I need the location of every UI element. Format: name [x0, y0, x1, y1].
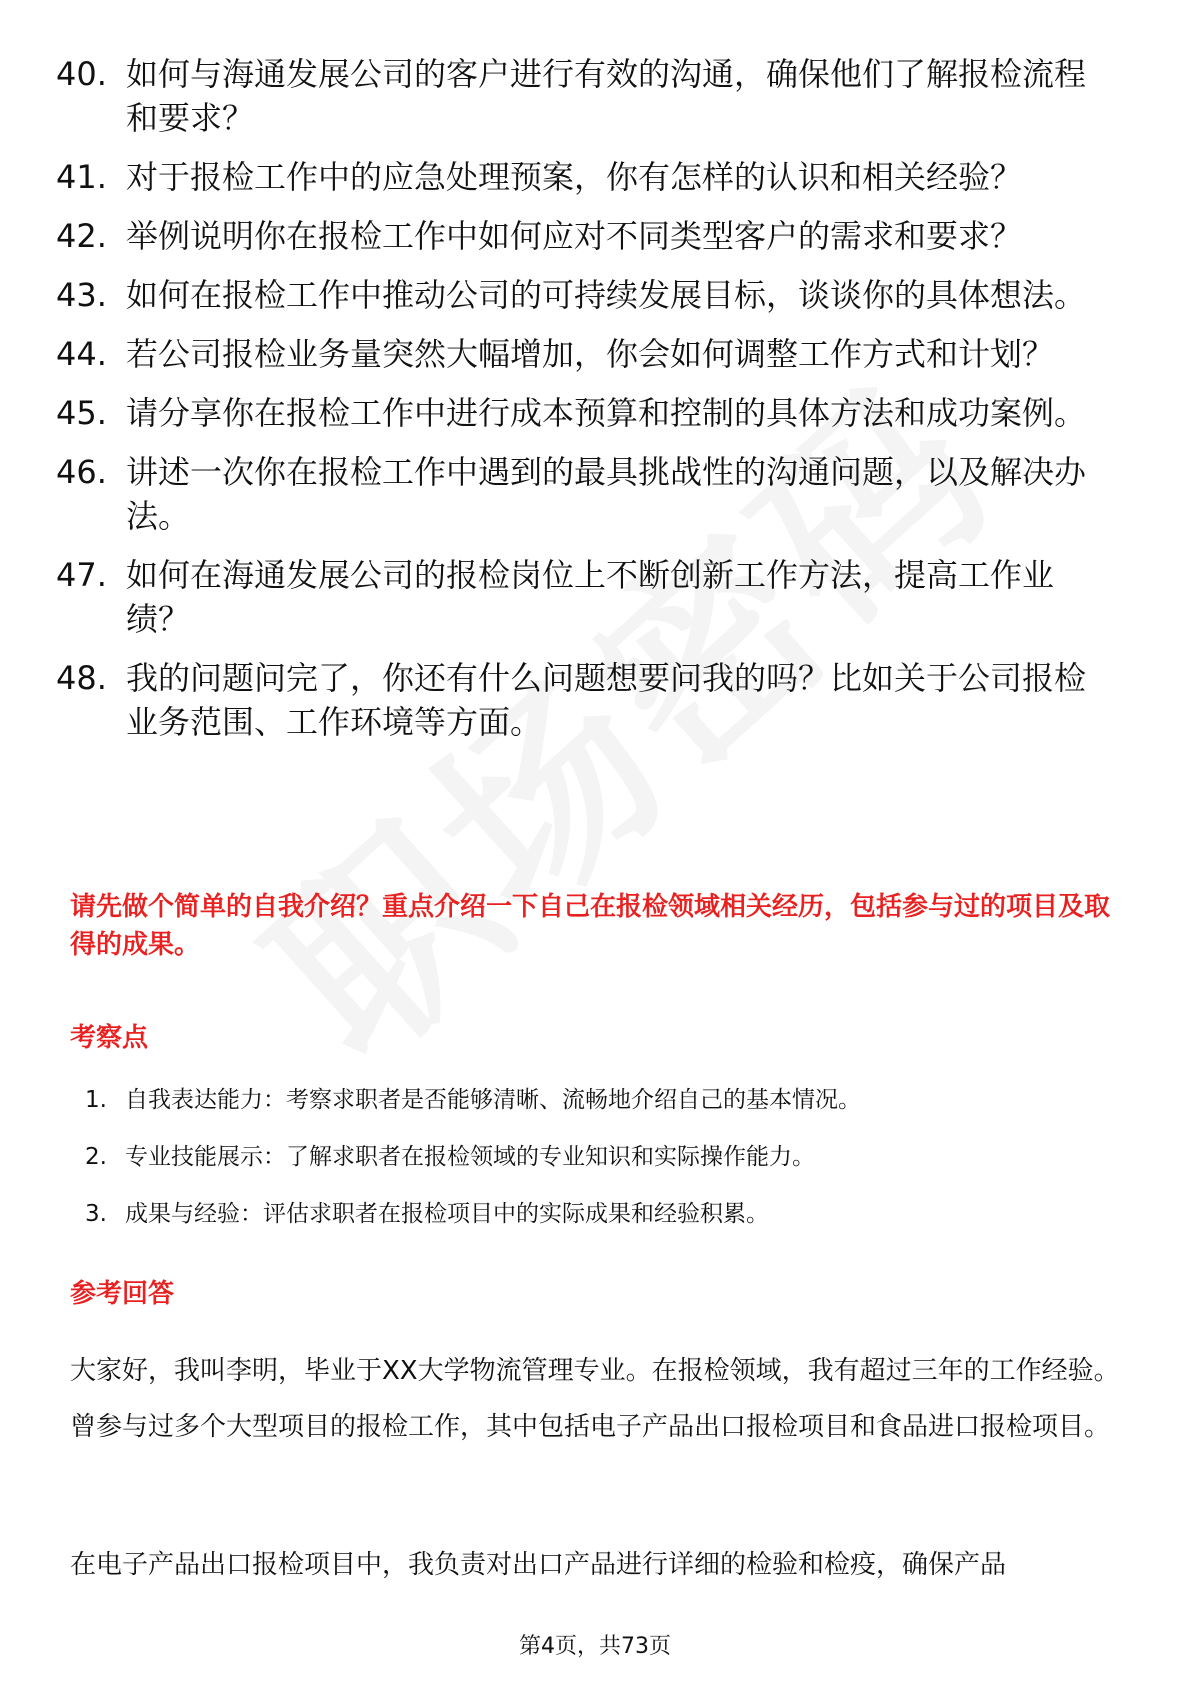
question-item [56, 656, 1116, 744]
question-item [56, 391, 1116, 435]
question-item [56, 332, 1116, 376]
featured-question: 请先做个简单的自我介绍？重点介绍一下自己在报检领域相关经历，包括参与过的项目及取得的成果。 [70, 892, 1111, 960]
question-text: 如何在海通发展公司的报检岗位上不断创新工作方法，提高工作业绩？ [126, 556, 1055, 638]
answer-paragraph: 在电子产品出口报检项目中，我负责对出口产品进行详细的检验和检疫，确保产品 [70, 1550, 1007, 1580]
point-number: 1. [85, 1087, 107, 1113]
question-number: 40. [56, 55, 107, 93]
question-item [56, 214, 1116, 258]
assessment-points [85, 1083, 1085, 1254]
point-text: 成果与经验：评估求职者在报检项目中的实际成果和经验积累。 [125, 1201, 769, 1227]
question-number: 48. [56, 659, 107, 697]
question-text: 若公司报检业务量突然大幅增加，你会如何调整工作方式和计划？ [126, 335, 1055, 373]
assessment-point [85, 1197, 1085, 1231]
question-text: 我的问题问完了，你还有什么问题想要问我的吗？比如关于公司报检业务范围、工作环境等方面。 [126, 659, 1087, 741]
question-number: 41. [56, 158, 107, 196]
answer-paragraph: 大家好，我叫李明，毕业于XX大学物流管理专业。在报检领域，我有超过三年的工作经验。曾参与过多个大型项目的报检工作，其中包括电子产品出口报检项目和食品进口报检项目。 [70, 1356, 1120, 1442]
question-text: 讲述一次你在报检工作中遇到的最具挑战性的沟通问题，以及解决办法。 [126, 453, 1087, 535]
page-number-footer: 第4页，共73页 [519, 1634, 671, 1659]
question-text: 如何在报检工作中推动公司的可持续发展目标，谈谈你的具体想法。 [126, 276, 1087, 314]
question-number: 46. [56, 453, 107, 491]
question-item [56, 273, 1116, 317]
assessment-point [85, 1140, 1085, 1174]
question-number: 45. [56, 394, 107, 432]
point-text: 自我表达能力：考察求职者是否能够清晰、流畅地介绍自己的基本情况。 [125, 1087, 861, 1113]
question-item [56, 553, 1116, 641]
question-item [56, 155, 1116, 199]
question-number: 43. [56, 276, 107, 314]
question-item [56, 450, 1116, 538]
question-number: 42. [56, 217, 107, 255]
assessment-heading: 考察点 [70, 1023, 149, 1053]
question-text: 请分享你在报检工作中进行成本预算和控制的具体方法和成功案例。 [126, 394, 1087, 432]
reference-answer-heading: 参考回答 [70, 1279, 175, 1309]
question-item [56, 52, 1116, 140]
question-text: 如何与海通发展公司的客户进行有效的沟通，确保他们了解报检流程和要求？ [126, 55, 1087, 137]
assessment-point [85, 1083, 1085, 1117]
point-text: 专业技能展示：了解求职者在报检领域的专业知识和实际操作能力。 [125, 1144, 815, 1170]
point-number: 2. [85, 1144, 107, 1170]
question-text: 举例说明你在报检工作中如何应对不同类型客户的需求和要求？ [126, 217, 1023, 255]
question-number: 44. [56, 335, 107, 373]
question-number: 47. [56, 556, 107, 594]
question-text: 对于报检工作中的应急处理预案，你有怎样的认识和相关经验？ [126, 158, 1023, 196]
point-number: 3. [85, 1201, 107, 1227]
question-list [56, 52, 1116, 759]
